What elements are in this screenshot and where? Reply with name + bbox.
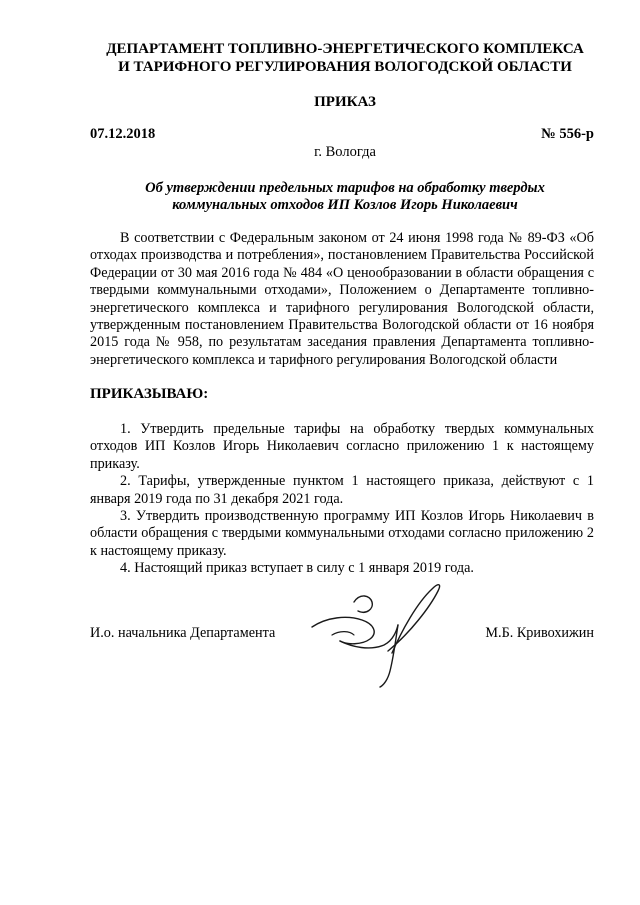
order-subject-line-2: коммунальных отходов ИП Козлов Игорь Николаевич — [172, 197, 518, 213]
order-subject — [80, 180, 610, 214]
handwritten-signature — [292, 575, 467, 695]
order-item: 4. Настоящий приказ вступает в силу с 1 января 2019 года. — [120, 560, 474, 577]
order-subject-line-1: Об утверждении предельных тарифов на обработку твердых — [145, 180, 545, 196]
order-date: 07.12.2018 — [90, 126, 156, 142]
city: г. Вологда — [314, 144, 376, 160]
signatory-position: И.о. начальника Департамента — [90, 625, 276, 641]
decree-word: ПРИКАЗЫВАЮ: — [90, 386, 209, 402]
order-items-list — [90, 421, 594, 578]
order-item: 2. Тарифы, утвержденные пунктом 1 настоящего приказа, действуют с 1 января 2019 года по 31 декабря 2021 года. — [90, 473, 594, 507]
department-name — [60, 40, 630, 76]
order-item: 3. Утвердить производственную программу ИП Козлов Игорь Николаевич в области обращения с твердыми коммунальными отходами согласно приложению 2 к настоящему приказу. — [90, 508, 594, 559]
order-number: № 556-р — [541, 126, 594, 142]
department-name-line-2: И ТАРИФНОГО РЕГУЛИРОВАНИЯ ВОЛОГОДСКОЙ ОБЛАСТИ — [118, 59, 572, 75]
department-name-line-1: ДЕПАРТАМЕНТ ТОПЛИВНО-ЭНЕРГЕТИЧЕСКОГО КОМПЛЕКСА — [106, 41, 584, 57]
document-type: ПРИКАЗ — [314, 94, 376, 110]
order-item: 1. Утвердить предельные тарифы на обработку твердых коммунальных отходов ИП Козлов Игорь Николаевич согласно приложению 1 к настоящему приказу. — [90, 421, 594, 472]
preamble-paragraph: В соответствии с Федеральным законом от 24 июня 1998 года № 89-ФЗ «Об отходах производства и потребления», постановлением Правительства Российской Федерации от 30 мая 2016 года № 484 «О ценообразовании в области обращения с твердыми коммунальными отходами», Положением о Департаменте топливно-энергетического комплекса и тарифного регулирования Вологодской области, утвержденным постановлением Правительства Вологодской области от 16 ноября 2015 года № 958, по результатам заседания правления Департамента топливно-энергетического комплекса и тарифного регулирования Вологодской области — [90, 230, 594, 368]
signatory-name: М.Б. Кривохижин — [485, 625, 594, 641]
